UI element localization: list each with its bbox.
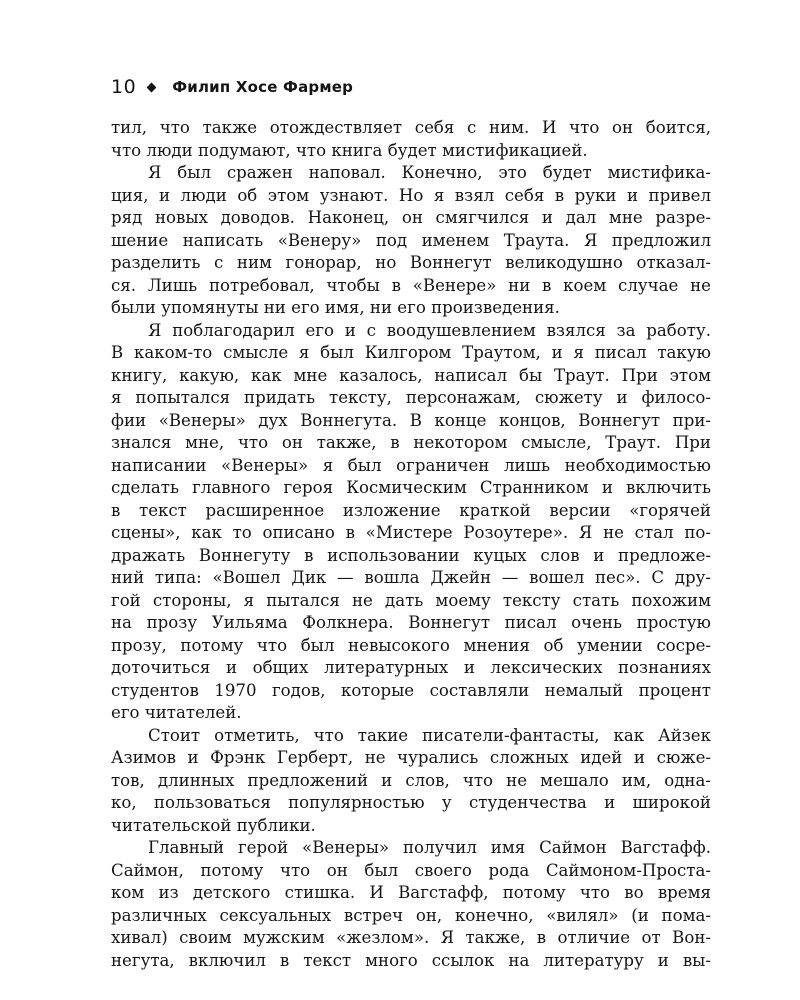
- text-line: тил, что также отождествляет себя с ним. И что он боится,: [111, 118, 711, 137]
- text-line: прозу, потому что был невысокого мнения об умении сосре-: [111, 635, 711, 655]
- text-line: доточиться и общих литературных и лексических познаниях: [111, 658, 711, 677]
- text-line: знался мне, что он также, в некотором смысле, Траут. При: [111, 433, 711, 452]
- text-line: сделать главного героя Космическим Странником и включить: [111, 478, 711, 497]
- text-line: Я поблагодарил его и с воодушевлением взялся за работу.: [148, 320, 711, 340]
- body-text: [111, 117, 711, 972]
- running-title: Филип Хосе Фармер: [172, 78, 354, 96]
- running-header: [111, 74, 353, 100]
- diamond-icon: [147, 82, 157, 92]
- text-line: Я был сражен наповал. Конечно, это будет мистифика-: [148, 163, 711, 182]
- text-line: ком из детского стишка. И Вагстафф, потому что во время: [111, 883, 711, 902]
- text-line: негута, включил в текст много ссылок на литературу и вы-: [111, 950, 711, 970]
- text-line: шение написать «Венеру» под именем Траута. Я предложил: [111, 230, 711, 250]
- text-line: ний типа: «Вошел Дик — вошла Джейн — вошел пес». С дру-: [111, 568, 711, 587]
- text-line: были упомянуты ни его имя, ни его произведения.: [111, 298, 560, 317]
- text-line: ко, пользоваться популярностью у студенчества и широкой: [111, 793, 711, 812]
- text-line: разделить с ним гонорар, но Воннегут великодушно отказал-: [111, 253, 711, 272]
- text-line: я попытался придать тексту, персонажам, сюжету и филосо-: [111, 388, 711, 407]
- text-line: Азимов и Фрэнк Герберт, не чурались сложных идей и сюже-: [111, 748, 711, 767]
- text-line: книгу, какую, как мне казалось, написал бы Траут. При этом: [111, 365, 711, 385]
- text-line: Саймон, потому что он был своего рода Саймоном-Проста-: [111, 860, 711, 880]
- text-line: хивал) своим мужским «жезлом». Я также, в отличие от Вон-: [111, 928, 711, 947]
- text-line: фии «Венеры» дух Воннегута. В конце концов, Воннегут при-: [111, 410, 711, 430]
- text-line: читательской публики.: [111, 815, 316, 835]
- text-line: различных сексуальных встреч он, конечно, «вилял» (и пома-: [111, 905, 711, 925]
- text-line: Главный герой «Венеры» получил имя Саймон Вагстафф.: [148, 838, 711, 857]
- text-line: сцены», как то описано в «Мистере Розоутере». Я не стал по-: [111, 523, 711, 542]
- text-line: Стоит отметить, что такие писатели-фантасты, как Айзек: [148, 725, 711, 745]
- text-line: студентов 1970 годов, которые составляли немалый процент: [111, 680, 711, 700]
- text-line: В каком-то смысле я был Килгором Траутом, и я писал такую: [111, 343, 711, 362]
- text-line: тов, длинных предложений и слов, что не мешало им, одна-: [111, 770, 711, 790]
- page-number: 10: [111, 76, 137, 98]
- text-line: его читателей.: [111, 703, 242, 722]
- text-line: ряд новых доводов. Наконец, он смягчился и дал мне разре-: [111, 208, 711, 227]
- text-line: на прозу Уильяма Фолкнера. Воннегут писал очень простую: [111, 613, 711, 632]
- text-line: написании «Венеры» я был ограничен лишь необходимостью: [111, 455, 711, 475]
- text-line: ция, и люди об этом узнают. Но я взял себя в руки и привел: [111, 185, 711, 205]
- text-line: в текст расширенное изложение краткой версии «горячей: [111, 500, 711, 520]
- text-line: ся. Лишь потребовал, чтобы в «Венере» ни в коем случае не: [111, 275, 711, 295]
- text-line: гой стороны, я пытался не дать моему тексту стать похожим: [111, 590, 711, 610]
- text-line: дражать Воннегуту в использовании куцых слов и предложе-: [111, 545, 711, 565]
- text-line: что люди подумают, что книга будет мистификацией.: [111, 140, 588, 160]
